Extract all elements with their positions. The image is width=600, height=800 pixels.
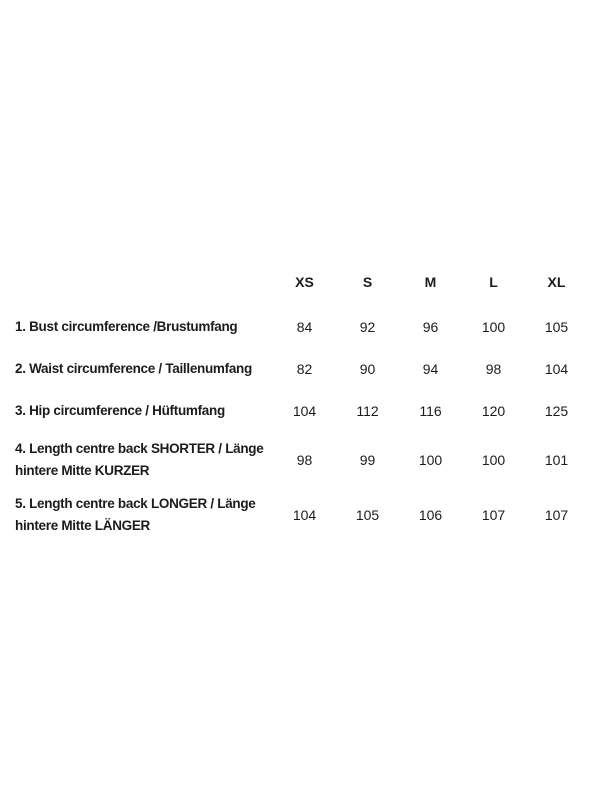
measurement-label-hip: [15, 388, 273, 433]
size-value: 94: [422, 360, 439, 377]
size-column-header-xl: XL: [547, 274, 566, 290]
size-header-row: [15, 259, 588, 305]
size-value: 104: [544, 360, 569, 377]
size-value: 100: [418, 452, 443, 468]
size-value: 84: [296, 319, 313, 335]
measurement-row-hip: [15, 388, 588, 433]
size-value: 99: [359, 452, 376, 468]
size-value: 105: [355, 507, 380, 523]
size-value: 104: [292, 507, 317, 523]
size-value: 90: [359, 360, 376, 377]
measurement-label-line: 2. Waist circumference / Taillenumfang: [15, 360, 252, 376]
measurement-column-spacer: [15, 259, 273, 305]
size-table-body: [15, 305, 588, 543]
size-value: 106: [418, 507, 443, 523]
size-value: 105: [544, 319, 569, 335]
measurement-label-line: 4. Length centre back SHORTER / Länge: [15, 441, 264, 456]
size-value: 98: [296, 452, 313, 468]
size-value: 112: [356, 402, 379, 419]
measurement-row-length-shorter: [15, 433, 588, 487]
measurement-label-line: hintere Mitte KURZER: [15, 463, 150, 478]
size-value: 120: [481, 402, 506, 419]
measurement-label-line: 3. Hip circumference / Hüftumfang: [15, 402, 225, 418]
size-value: 98: [485, 360, 502, 377]
size-value: 92: [359, 319, 376, 335]
size-value: 82: [296, 360, 313, 377]
size-value: 116: [419, 402, 442, 419]
measurement-label-length-longer: [15, 487, 273, 543]
measurement-label-line: 1. Bust circumference /Brustumfang: [15, 319, 238, 334]
measurement-label-line: 5. Length centre back LONGER / Länge: [15, 496, 256, 511]
measurement-label-line: hintere Mitte LÄNGER: [15, 518, 151, 533]
size-value: 96: [422, 319, 439, 335]
measurement-row-bust: [15, 305, 588, 349]
size-table-header: [15, 259, 588, 305]
size-value: 101: [544, 452, 569, 468]
size-table: [15, 259, 588, 543]
size-value: 125: [544, 402, 569, 419]
size-value: 104: [292, 402, 317, 419]
size-column-header-s: S: [362, 274, 373, 290]
size-column-header-l: L: [489, 274, 498, 290]
measurement-row-length-longer: [15, 487, 588, 543]
measurement-label-bust: [15, 305, 273, 349]
size-column-header-m: M: [424, 274, 437, 290]
size-column-header-xs: XS: [295, 274, 314, 290]
size-value: 100: [481, 319, 506, 335]
measurement-label-length-shorter: [15, 433, 273, 487]
measurement-row-waist: [15, 349, 588, 388]
size-value: 107: [544, 507, 569, 523]
size-value: 100: [481, 452, 506, 468]
measurement-label-waist: [15, 349, 273, 388]
size-value: 107: [481, 507, 506, 523]
